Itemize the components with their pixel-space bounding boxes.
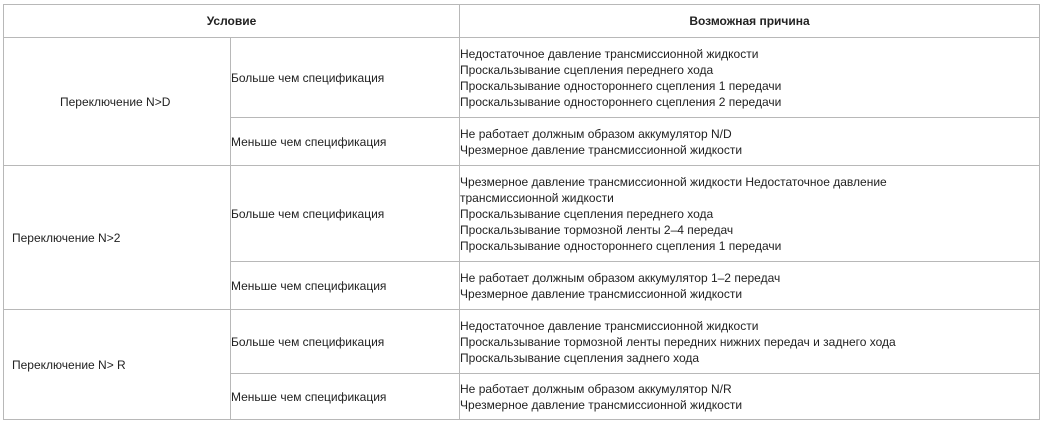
spec-condition: Больше чем спецификация — [231, 166, 460, 262]
shift-condition-label: Переключение N> R — [12, 357, 126, 372]
spec-condition: Больше чем спецификация — [231, 310, 460, 374]
shift-condition-cell — [4, 310, 231, 420]
cause-line: Чрезмерное давление трансмиссионной жидкости — [460, 286, 743, 301]
cause-line: Не работает должным образом аккумулятор N/D — [460, 126, 732, 141]
causes-cell — [460, 166, 1040, 262]
shift-condition-cell — [4, 166, 231, 310]
cause-line: Проскальзывание сцепления переднего хода — [460, 62, 714, 77]
table-row — [4, 38, 1040, 118]
spec-condition: Меньше чем спецификация — [231, 262, 460, 310]
cause-line: Недостаточное давление трансмиссионной жидкости — [460, 318, 759, 333]
causes-cell — [460, 118, 1040, 166]
cause-line: Проскальзывание сцепления переднего хода — [460, 206, 714, 221]
causes-cell — [460, 374, 1040, 420]
shift-condition-label: Переключение N>D — [60, 94, 171, 109]
causes-cell — [460, 38, 1040, 118]
cause-line: Не работает должным образом аккумулятор 1–2 передач — [460, 270, 781, 285]
shift-condition-cell — [4, 38, 231, 166]
shift-condition-label: Переключение N>2 — [12, 230, 121, 245]
cause-line: Проскальзывание одностороннего сцепления 2 передачи — [460, 94, 782, 109]
header-row — [4, 5, 1040, 38]
cause-line: Чрезмерное давление трансмиссионной жидкости — [460, 397, 743, 412]
causes-cell — [460, 310, 1040, 374]
cause-line: Чрезмерное давление трансмиссионной жидкости — [460, 142, 743, 157]
cause-line: Проскальзывание тормозной ленты передних нижних передач и заднего хода — [460, 334, 896, 349]
spec-condition: Меньше чем спецификация — [231, 118, 460, 166]
table-row — [4, 310, 1040, 374]
spec-condition: Меньше чем спецификация — [231, 374, 460, 420]
table-row — [4, 166, 1040, 262]
cause-line: Проскальзывание одностороннего сцепления 1 передачи — [460, 238, 782, 253]
cause-line: Проскальзывание одностороннего сцепления 1 передачи — [460, 78, 782, 93]
diagnosis-table — [3, 4, 1040, 420]
cause-line: Недостаточное давление трансмиссионной жидкости — [460, 46, 759, 61]
cause-line: Чрезмерное давление трансмиссионной жидкости Недостаточное давление трансмиссионной жидкости — [460, 174, 887, 205]
cause-line: Не работает должным образом аккумулятор N/R — [460, 381, 732, 396]
causes-cell — [460, 262, 1040, 310]
cause-line: Проскальзывание сцепления заднего хода — [460, 350, 700, 365]
header-cause: Возможная причина — [460, 5, 1040, 38]
spec-condition: Больше чем спецификация — [231, 38, 460, 118]
header-condition: Условие — [4, 5, 460, 38]
cause-line: Проскальзывание тормозной ленты 2–4 передач — [460, 222, 734, 237]
